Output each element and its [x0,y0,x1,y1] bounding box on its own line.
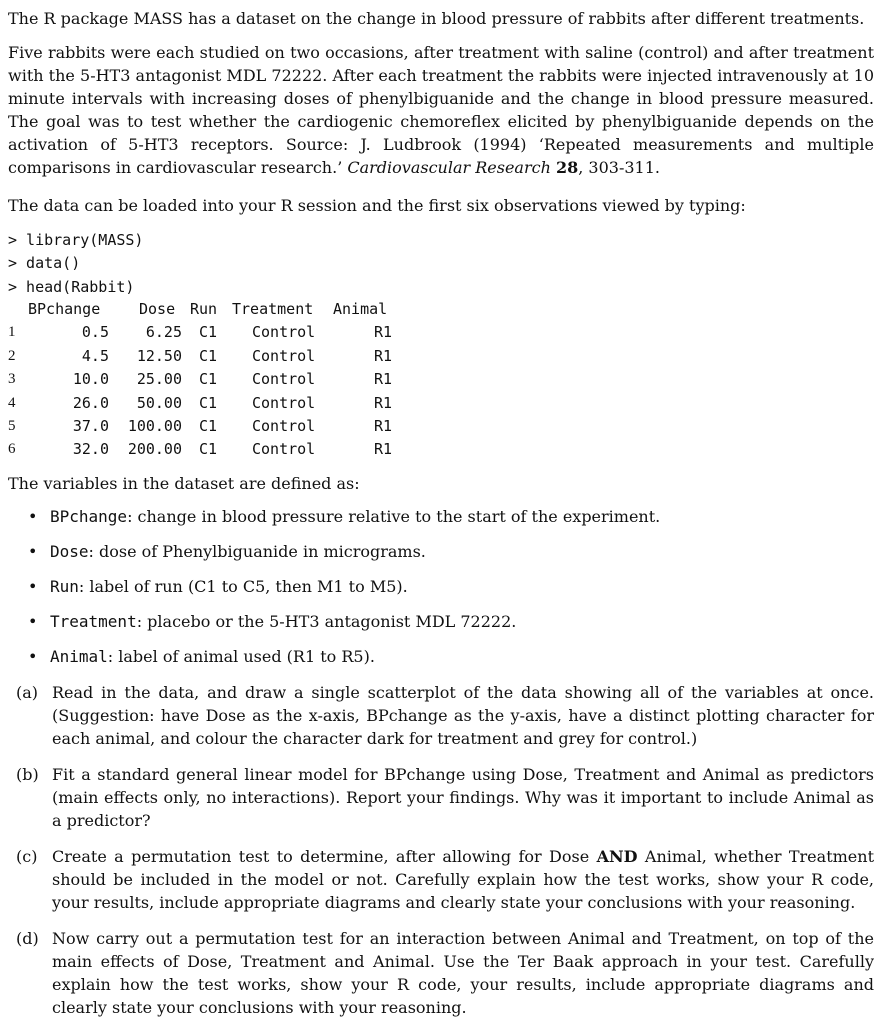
cell-bpchange: 4.5 [81,346,109,365]
cell-animal: R1 [374,393,393,412]
row-index: 2 [8,347,16,364]
question-d [16,927,874,1019]
cell-bpchange: 32.0 [72,440,109,459]
journal-volume: 28 [555,158,579,177]
variable-name: Treatment [50,612,137,631]
cell-dose: 100.00 [127,416,182,435]
intro-paragraph-main: Five rabbits were each studied on two occasions, after treatment with saline (control) and after treatment with the 5-HT3 antagonist MDL 72222. After each treatment the rabbits were injected intravenously at 10 minute intervals with increasing doses of phenylbiguanide and the change in blood pressure measured. The goal was to test whether the cardiogenic chemoreflex elicited by phenylbiguanide depends on the activation of 5-HT3 receptors. Source: J. Ludbrook (1994) ‘Repeated measurements and multiple comparisons in cardiovascular research.’ [8,43,874,177]
cell-dose: 12.50 [136,346,182,365]
cell-run: C1 [199,346,218,365]
question-a [16,681,874,750]
cell-animal: R1 [374,370,393,389]
intro-line: The R package MASS has a dataset on the change in blood pressure of rabbits after different treatments. [8,9,865,28]
row-index: 4 [8,394,16,411]
cell-animal: R1 [374,416,393,435]
question-label: (c) [16,847,38,866]
cell-dose: 25.00 [136,370,182,389]
header-bpchange: BPchange [28,300,101,318]
question-b [16,763,874,832]
cell-bpchange: 10.0 [72,370,109,389]
header-dose: Dose [139,300,176,318]
list-item [28,507,660,526]
cell-treatment: Control [252,416,316,435]
variable-name: Run [50,577,79,596]
code-line: > library(MASS) [8,231,144,249]
bullet-icon: • [28,612,38,631]
question-text: Read in the data, and draw a single scatterplot of the data showing all of the variables at once. (Suggestion: have Dose as the x-axis, BPchange as the y-axis, have a distinct plotting character for each animal, and colour the character dark for treatment and grey for control.) [52,683,874,748]
journal-title: Cardiovascular Research [347,158,551,177]
row-index: 5 [8,417,16,434]
variable-description: : change in blood pressure relative to the start of the experiment. [127,507,661,526]
code-block [8,229,143,299]
bullet-icon: • [28,647,38,666]
cell-bpchange: 0.5 [81,323,109,342]
header-treatment: Treatment [232,300,314,318]
cell-treatment: Control [252,346,316,365]
bullet-icon: • [28,542,38,561]
cell-dose: 50.00 [136,393,182,412]
cell-bpchange: 26.0 [72,393,109,412]
list-item [28,612,516,631]
cell-animal: R1 [374,323,393,342]
question-text-post: Animal, whether Treatment should be included in the model or not. Carefully explain how the test works, show your R code, your results, include appropriate diagrams and clearly state your conclusions with your reasoning. [52,847,874,912]
variable-name: BPchange [50,507,128,526]
bullet-icon: • [28,507,38,526]
code-line: > head(Rabbit) [8,277,135,296]
journal-pages: , 303-311. [578,158,660,177]
list-item [28,542,426,561]
variable-name: Dose [50,542,89,561]
bullet-icon: • [28,577,38,596]
question-c [16,845,874,914]
variable-description: : label of run (C1 to C5, then M1 to M5). [78,577,408,596]
cell-bpchange: 37.0 [72,416,109,435]
row-index: 6 [8,441,16,458]
cell-treatment: Control [252,440,316,459]
load-instructions: The data can be loaded into your R session and the first six observations viewed by typing: [8,196,746,215]
variables-intro: The variables in the dataset are defined as: [8,474,360,493]
header-run: Run [190,300,218,318]
cell-dose: 6.25 [145,323,182,342]
cell-animal: R1 [374,440,393,459]
question-text [52,845,874,914]
question-text: Now carry out a permutation test for an interaction between Animal and Treatment, on top of the main effects of Dose, Treatment and Animal. Use the Ter Baak approach in your test. Carefully explain how the test works, show your R code, your results, include appropriate diagrams and clearly state your conclusions with your reasoning. [52,929,874,1017]
cell-treatment: Control [252,370,316,389]
code-line: > data() [8,254,81,273]
question-label: (b) [16,765,39,784]
cell-run: C1 [199,440,218,459]
question-label: (d) [16,929,39,948]
intro-paragraph [8,41,874,179]
cell-run: C1 [199,370,218,389]
question-text-bold: AND [596,847,638,866]
list-item [28,577,408,596]
cell-dose: 200.00 [127,440,182,459]
question-label: (a) [16,683,39,702]
cell-treatment: Control [252,393,316,412]
row-index: 3 [8,371,16,388]
question-text: Fit a standard general linear model for BPchange using Dose, Treatment and Animal as predictors (main effects only, no interactions). Report your findings. Why was it important to include Animal as a predictor? [52,765,874,830]
question-text-pre: Create a permutation test to determine, after allowing for Dose [52,847,597,866]
variable-description: : dose of Phenylbiguanide in micrograms. [88,542,426,561]
cell-run: C1 [199,416,218,435]
cell-treatment: Control [252,323,316,342]
header-animal: Animal [333,300,388,318]
cell-run: C1 [199,393,218,412]
row-index: 1 [8,324,16,341]
variable-description: : label of animal used (R1 to R5). [107,647,375,666]
variable-name: Animal [50,647,108,666]
list-item [28,647,375,666]
variable-description: : placebo or the 5-HT3 antagonist MDL 72222. [136,612,517,631]
cell-animal: R1 [374,346,393,365]
cell-run: C1 [199,323,218,342]
